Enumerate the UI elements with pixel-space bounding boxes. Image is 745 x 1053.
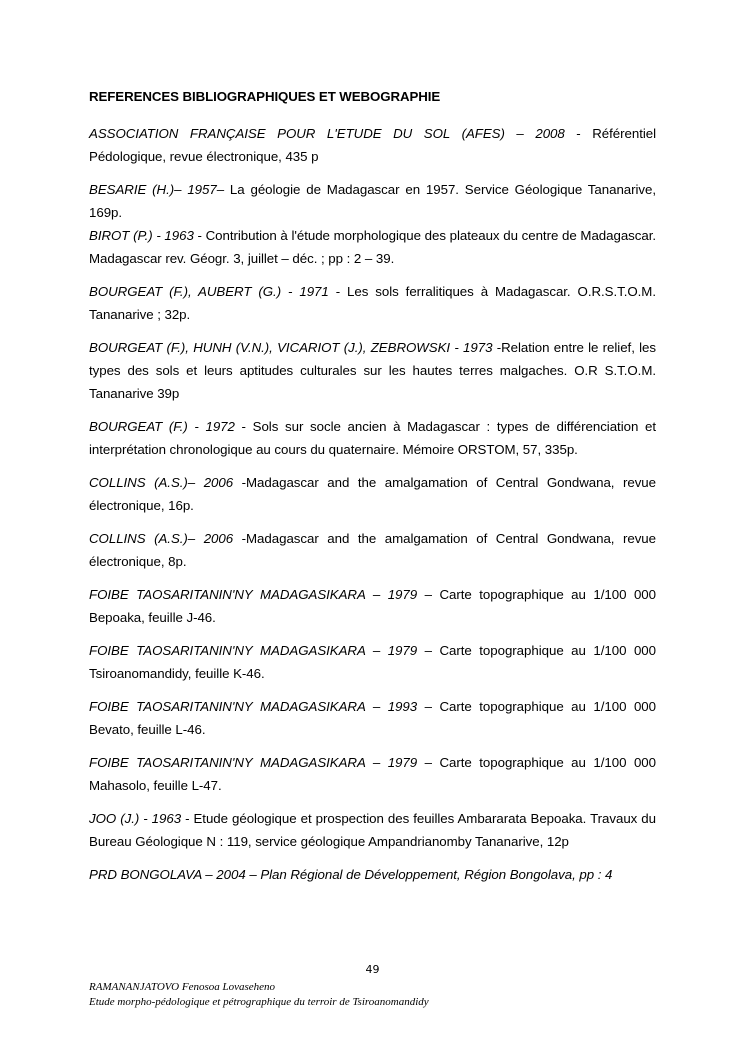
reference-author: COLLINS (A.S.)– 2006 — [89, 531, 234, 546]
reference-author: FOIBE TAOSARITANIN'NY MADAGASIKARA – 1993 — [89, 699, 418, 714]
reference-item — [89, 639, 656, 685]
reference-text: - Sols sur socle ancien à Madagascar : types de différenciation et interprétation chronologique au cours du quaternaire. Mémoire ORSTOM, 57, 335p. — [89, 419, 656, 457]
reference-author: COLLINS (A.S.)– 2006 — [89, 475, 234, 490]
reference-author: BESARIE (H.)– 1957 — [89, 182, 217, 197]
reference-item — [89, 178, 656, 224]
reference-item — [89, 280, 656, 326]
reference-text: -Madagascar and the amalgamation of Central Gondwana, revue électronique, 16p. — [89, 475, 657, 513]
reference-author: ASSOCIATION FRANÇAISE POUR L'ETUDE DU SOL (AFES) – 2008 — [89, 126, 565, 141]
reference-item — [89, 863, 656, 886]
reference-text: - Les sols ferralitiques à Madagascar. O.R.S.T.O.M. Tananarive ; 32p. — [89, 284, 656, 322]
reference-text: – Carte topographique au 1/100 000 Tsiroanomandidy, feuille K-46. — [89, 643, 656, 681]
reference-author: BOURGEAT (F.), HUNH (V.N.), VICARIOT (J.), ZEBROWSKI - 1973 — [89, 340, 493, 355]
reference-author: FOIBE TAOSARITANIN'NY MADAGASIKARA – 1979 — [89, 643, 418, 658]
reference-text: -Relation entre le relief, les types des sols et leurs aptitudes culturales sur les hautes terres malgaches. O.R S.T.O.M. Tananarive 39p — [89, 340, 656, 401]
reference-author: PRD BONGOLAVA – 2004 — [89, 867, 246, 882]
reference-item — [89, 807, 656, 853]
page-footer — [89, 980, 649, 1010]
reference-item — [89, 583, 656, 629]
reference-author: BOURGEAT (F.) - 1972 — [89, 419, 235, 434]
reference-item — [89, 471, 656, 517]
reference-text: – Plan Régional de Développement, Région Bongolava, pp : 4 — [245, 867, 613, 882]
reference-author: BIROT (P.) - 1963 — [89, 228, 194, 243]
reference-item — [89, 751, 656, 797]
reference-item — [89, 122, 656, 168]
footer-title: Etude morpho-pédologique et pétrographique du terroir de Tsiroanomandidy — [89, 996, 429, 1008]
reference-author: JOO (J.) - 1963 — [89, 811, 182, 826]
section-heading: REFERENCES BIBLIOGRAPHIQUES ET WEBOGRAPHIE — [89, 89, 441, 104]
reference-text: - Etude géologique et prospection des feuilles Ambararata Bepoaka. Travaux du Bureau Géologique N : 119, service géologique Ampandrianomby Tananarive, 12p — [89, 811, 656, 849]
reference-author: BOURGEAT (F.), AUBERT (G.) - 1971 — [89, 284, 329, 299]
reference-text: - Contribution à l'étude morphologique des plateaux du centre de Madagascar. Madagascar rev. Géogr. 3, juillet – déc. ; pp : 2 – 39. — [89, 228, 656, 266]
reference-author: FOIBE TAOSARITANIN'NY MADAGASIKARA – 1979 — [89, 755, 418, 770]
reference-item — [89, 336, 656, 405]
reference-text: – La géologie de Madagascar en 1957. Service Géologique Tananarive, 169p. — [89, 182, 657, 220]
page-number: 49 — [365, 963, 380, 976]
reference-item — [89, 527, 656, 573]
footer-author: RAMANANJATOVO Fenosoa Lovaseheno — [89, 981, 276, 993]
reference-text: – Carte topographique au 1/100 000 Bepoaka, feuille J-46. — [89, 587, 656, 625]
reference-item — [89, 224, 656, 270]
reference-text: - Référentiel Pédologique, revue électronique, 435 p — [89, 126, 657, 164]
reference-item — [89, 415, 656, 461]
reference-item — [89, 695, 656, 741]
references-section — [89, 88, 656, 896]
reference-author: FOIBE TAOSARITANIN'NY MADAGASIKARA – 1979 — [89, 587, 418, 602]
reference-text: – Carte topographique au 1/100 000 Mahasolo, feuille L-47. — [89, 755, 656, 793]
reference-text: -Madagascar and the amalgamation of Central Gondwana, revue électronique, 8p. — [89, 531, 657, 569]
reference-text: – Carte topographique au 1/100 000 Bevato, feuille L-46. — [89, 699, 656, 737]
